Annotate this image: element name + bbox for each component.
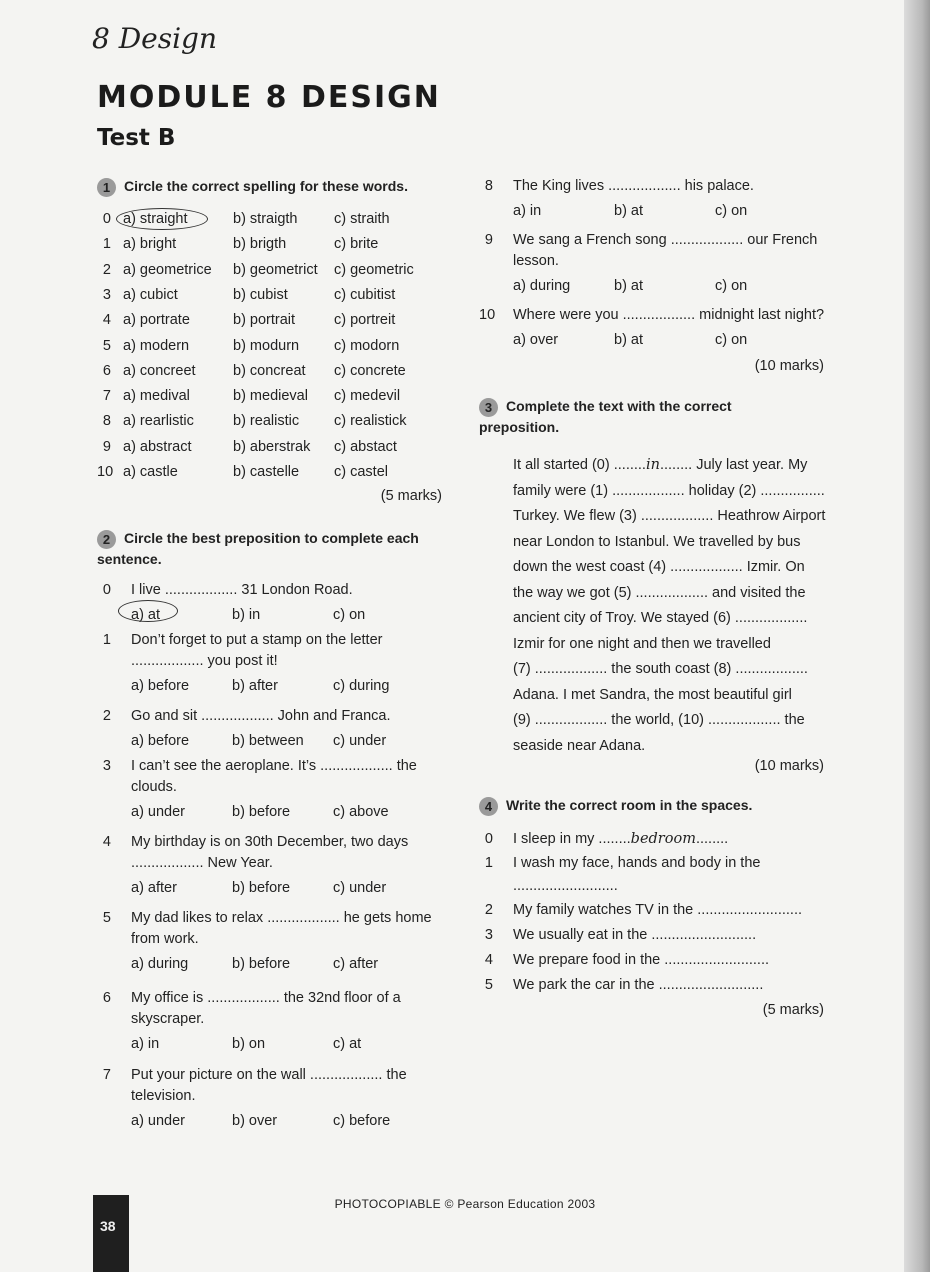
question-number: 3	[102, 286, 111, 303]
question-text-line1: Don’t forget to put a stamp on the letter	[131, 632, 383, 648]
option-c: c) under	[333, 733, 387, 749]
spelling-row	[97, 361, 442, 381]
option-c: c) on	[715, 203, 748, 219]
exercise-4-number-badge: 4	[479, 797, 498, 816]
question-number: 4	[102, 834, 111, 850]
option-c: c) castel	[334, 464, 388, 480]
text-line-content: the way we got (5) .................. and visited the	[513, 584, 806, 601]
question-number: 2	[484, 902, 493, 918]
option-b: b) after	[232, 678, 278, 694]
room-item-text	[513, 950, 769, 970]
question-text-line1: We sang a French song .................. our French	[513, 232, 818, 248]
text-line	[513, 657, 825, 683]
option-a: a) before	[131, 733, 190, 749]
question-number: 3	[484, 927, 493, 943]
option-c: c) above	[333, 804, 389, 820]
spelling-row	[97, 234, 442, 254]
option-c: c) portreit	[334, 312, 396, 329]
handwritten-answer: bedroom	[630, 831, 696, 847]
option-a: a) concreet	[123, 362, 196, 379]
text-line-content: ancient city of Troy. We stayed (6) ..................	[513, 610, 808, 626]
room-item-prompt: I wash my face, hands and body in the	[513, 855, 761, 871]
option-a: a) portrate	[123, 312, 190, 329]
text-line-content: It all started (0) ........	[513, 457, 646, 473]
question-text-line2: clouds.	[131, 779, 177, 795]
option-b: b) over	[232, 1113, 278, 1129]
text-line	[513, 632, 825, 658]
option-b: b) portrait	[233, 312, 296, 329]
option-c: c) cubitist	[334, 286, 396, 303]
option-a: a) bright	[123, 236, 177, 253]
option-b: b) before	[232, 804, 291, 820]
text-line	[513, 606, 825, 632]
question-text-line2: skyscraper.	[131, 1011, 205, 1027]
option-b: b) before	[232, 956, 291, 972]
option-c: c) before	[333, 1113, 391, 1129]
question-number: 7	[102, 1067, 111, 1083]
text-line-content: (7) .................. the south coast (8) ..................	[513, 661, 808, 677]
question-number: 7	[102, 388, 111, 405]
option-b: b) between	[232, 733, 304, 749]
question-text-line2: .................. New Year.	[131, 855, 273, 871]
exercise-3-text	[513, 453, 825, 759]
question-number: 0	[102, 582, 111, 598]
exercise-3-heading-line2: preposition.	[479, 418, 560, 435]
spelling-row	[97, 386, 442, 406]
option-c: c) at	[333, 1036, 362, 1052]
question-number: 10	[479, 307, 496, 323]
option-a: a) medival	[123, 388, 190, 405]
option-c: c) under	[333, 880, 387, 896]
option-b: b) medieval	[233, 388, 308, 405]
question-text-line2: television.	[131, 1088, 196, 1104]
text-line-content: family were (1) .................. holiday (2) ................	[513, 482, 825, 499]
option-a: a) under	[131, 804, 186, 820]
answer-circle	[118, 600, 178, 622]
question-text-line1: I can’t see the aeroplane. It’s .................. the	[131, 758, 417, 774]
option-a: a) in	[513, 203, 542, 219]
question-text-line1: I live .................. 31 London Road.	[131, 582, 353, 598]
option-a: a) at	[131, 607, 161, 623]
room-item-blank: ..........................	[513, 878, 618, 894]
option-c: c) realistick	[334, 413, 407, 430]
text-line	[513, 555, 825, 581]
option-c: c) brite	[334, 236, 379, 253]
answer-tail: ........	[695, 831, 729, 847]
option-a: a) in	[131, 1036, 160, 1052]
option-b: b) castelle	[233, 464, 300, 480]
option-c: c) straith	[334, 211, 390, 227]
question-text-line2: .................. you post it!	[131, 653, 278, 669]
question-number: 5	[484, 977, 493, 993]
option-a: a) during	[513, 278, 571, 294]
handwritten-label: 8 Design	[92, 22, 218, 55]
text-line	[513, 504, 825, 530]
option-b: b) on	[232, 1036, 266, 1052]
exercise-4	[479, 795, 824, 1025]
option-c: c) on	[333, 607, 366, 623]
exercise-3-marks: (10 marks)	[754, 758, 824, 774]
question-text-line1: My office is .................. the 32nd floor of a	[131, 990, 401, 1006]
option-c: c) abstact	[334, 438, 397, 455]
option-b: b) brigth	[233, 236, 287, 253]
option-a: a) after	[131, 880, 177, 896]
question-number: 8	[484, 178, 493, 194]
exercise-1	[97, 176, 442, 506]
exercise-1-number-badge: 1	[97, 178, 116, 197]
option-a: a) straight	[123, 211, 188, 227]
question-number: 8	[102, 413, 111, 430]
spelling-row	[97, 260, 442, 280]
spelling-row	[97, 462, 442, 482]
question-number: 9	[484, 232, 493, 248]
option-a: a) modern	[123, 337, 190, 354]
question-text-line1: My birthday is on 30th December, two days	[131, 834, 409, 850]
option-c: c) modorn	[334, 337, 400, 354]
exercise-1-heading-text: Circle the correct spelling for these words.	[124, 178, 408, 194]
exercise-4-marks: (5 marks)	[762, 1002, 824, 1018]
option-a: a) before	[131, 678, 190, 694]
text-line-content: Adana. I met Sandra, the most beautiful girl	[513, 686, 792, 703]
question-number: 5	[102, 910, 111, 926]
exercise-4-heading-text: Write the correct room in the spaces.	[506, 797, 753, 813]
option-a: a) geometrice	[123, 261, 212, 278]
text-line-content: down the west coast (4) .................. Izmir. On	[513, 559, 805, 575]
exercise-2-marks: (10 marks)	[754, 358, 824, 374]
page-number: 38	[100, 1218, 116, 1234]
handwritten-answer: in	[645, 457, 660, 473]
option-b: b) modurn	[233, 337, 300, 354]
option-b: b) at	[614, 278, 644, 294]
option-c: c) concrete	[334, 362, 406, 379]
question-number: 6	[102, 990, 111, 1006]
text-line	[513, 708, 825, 734]
room-item-text	[513, 900, 802, 920]
exercise-2-continued	[479, 176, 824, 386]
room-item-text	[513, 925, 756, 945]
question-number: 5	[102, 337, 111, 354]
option-a: a) over	[513, 332, 559, 348]
room-item-prompt: My family watches TV in the ..........................	[513, 902, 803, 918]
text-line-content: Izmir for one night and then we travelled	[513, 635, 771, 652]
room-item-prompt: I sleep in my ........	[513, 831, 631, 847]
question-number: 0	[484, 831, 493, 847]
option-b: b) concreat	[233, 362, 306, 379]
option-a: a) castle	[123, 464, 178, 480]
spelling-row	[97, 285, 442, 305]
room-item-prompt: We park the car in the ..........................	[513, 977, 764, 993]
option-c: c) geometric	[334, 261, 414, 278]
option-a: a) rearlistic	[123, 413, 194, 430]
option-b: b) in	[232, 607, 261, 623]
option-b: b) before	[232, 880, 291, 896]
option-c: c) on	[715, 332, 748, 348]
exercise-1-marks: (5 marks)	[380, 488, 442, 504]
question-number: 9	[102, 438, 111, 455]
question-number: 3	[102, 758, 111, 774]
question-number: 4	[102, 312, 111, 329]
question-number: 6	[102, 362, 111, 379]
question-number: 2	[102, 261, 111, 278]
question-number: 1	[484, 855, 493, 871]
page-edge-shadow	[904, 0, 930, 1272]
question-text-line1: My dad likes to relax .................. he gets home	[131, 910, 432, 926]
exercise-2-heading-line2: sentence.	[97, 550, 162, 567]
question-text-line1: Where were you .................. midnight last night?	[513, 307, 825, 323]
room-item-text	[513, 975, 763, 995]
exercise-3-heading	[479, 396, 824, 437]
question-text-line1: The King lives .................. his palace.	[513, 178, 754, 194]
option-c: c) after	[333, 956, 379, 972]
question-number: 10	[97, 464, 114, 480]
question-number: 4	[484, 952, 493, 968]
text-line-content: Turkey. We flew (3) .................. Heathrow Airport	[513, 508, 826, 524]
option-b: b) at	[614, 203, 644, 219]
spelling-row	[97, 437, 442, 457]
spelling-row	[97, 411, 442, 431]
question-text-line1: Put your picture on the wall .................. the	[131, 1067, 407, 1083]
option-b: b) straigth	[233, 211, 298, 227]
option-b: b) cubist	[233, 286, 288, 303]
question-number: 1	[102, 632, 111, 648]
text-line-tail: ........ July last year. My	[659, 457, 808, 473]
option-a: a) abstract	[123, 438, 192, 455]
option-a: a) cubict	[123, 286, 178, 303]
text-line-content: near London to Istanbul. We travelled by bus	[513, 533, 801, 550]
option-c: c) medevil	[334, 388, 401, 405]
text-line-content: (9) .................. the world, (10) .................. the	[513, 712, 805, 728]
text-line	[513, 453, 825, 479]
exercise-2-heading	[97, 528, 442, 569]
module-title: MODULE 8 DESIGN	[97, 80, 441, 115]
room-item-text	[513, 829, 728, 849]
text-line	[513, 479, 825, 505]
exercise-3-heading-line1: Complete the text with the correct	[506, 398, 732, 414]
test-subtitle: Test B	[97, 125, 176, 151]
spelling-row	[97, 310, 442, 330]
exercise-2	[97, 528, 442, 1138]
text-line	[513, 581, 825, 607]
question-number: 0	[102, 211, 111, 227]
question-text-line2: from work.	[131, 931, 199, 947]
text-line	[513, 530, 825, 556]
room-item-prompt: We prepare food in the ..........................	[513, 952, 770, 968]
answer-circle	[116, 208, 208, 230]
exercise-4-heading	[479, 795, 824, 816]
option-c: c) on	[715, 278, 748, 294]
copyright-footer: PHOTOCOPIABLE © Pearson Education 2003	[334, 1197, 596, 1211]
option-a: a) during	[131, 956, 189, 972]
exercise-1-heading	[97, 176, 442, 197]
option-b: b) geometrict	[233, 261, 318, 278]
question-text-line1: Go and sit .................. John and Franca.	[131, 708, 391, 724]
question-number: 2	[102, 708, 111, 724]
question-number: 1	[102, 236, 111, 253]
text-line	[513, 683, 825, 709]
text-line-content: seaside near Adana.	[513, 737, 646, 754]
exercise-3	[479, 396, 824, 781]
option-c: c) during	[333, 678, 390, 694]
option-b: b) realistic	[233, 413, 300, 430]
option-b: b) aberstrak	[233, 438, 311, 455]
spelling-row	[97, 336, 442, 356]
room-item-prompt: We usually eat in the ..........................	[513, 927, 757, 943]
exercise-2-heading-line1: Circle the best preposition to complete each	[124, 530, 419, 546]
question-text-line2: lesson.	[513, 253, 559, 269]
room-item-text	[513, 853, 760, 873]
exercise-3-number-badge: 3	[479, 398, 498, 417]
exercise-2-number-badge: 2	[97, 530, 116, 549]
option-a: a) under	[131, 1113, 186, 1129]
option-b: b) at	[614, 332, 644, 348]
